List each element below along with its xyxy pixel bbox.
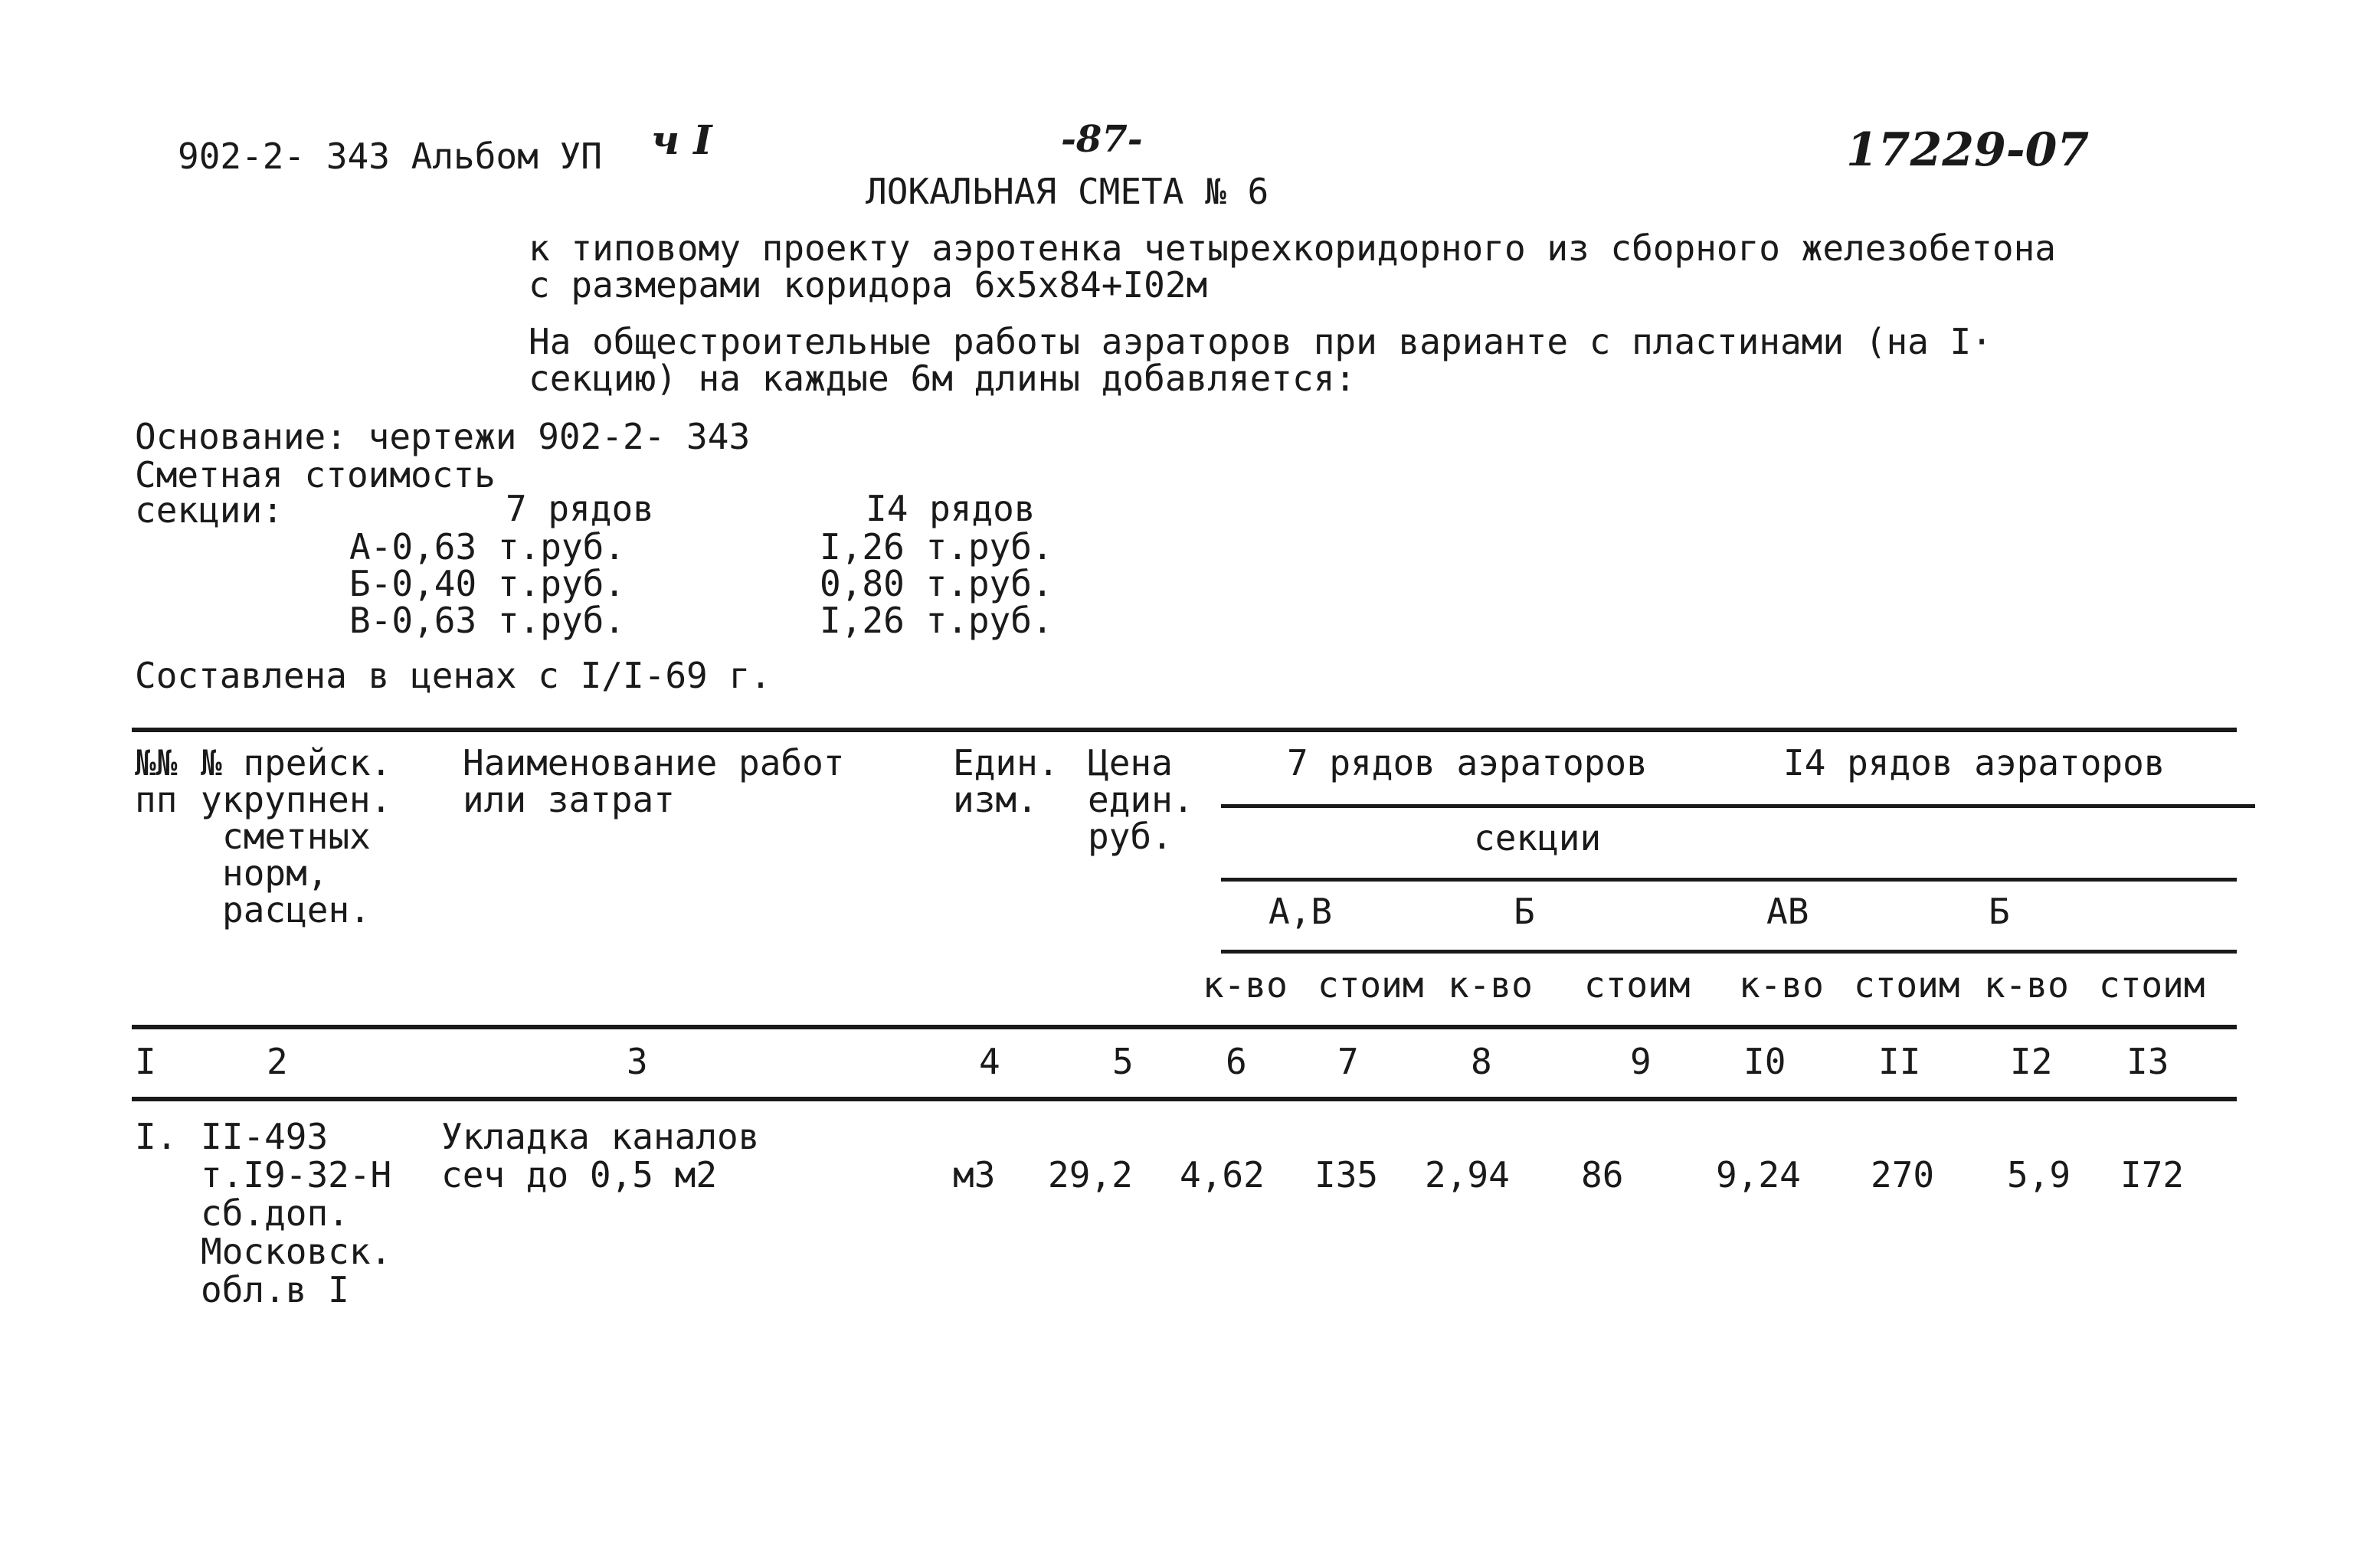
cost-section-v: В-0,63 т.руб. [349, 600, 626, 641]
row-price: 29,2 [1048, 1154, 1133, 1196]
h-unit-2: изм. [953, 779, 1038, 820]
document-title: ЛОКАЛЬНАЯ СМЕТА № 6 [866, 171, 1269, 212]
row-cost-3: 270 [1871, 1154, 1935, 1196]
row-name-1: Укладка каналов [441, 1116, 760, 1157]
row-num: I. [135, 1116, 178, 1157]
basis-line: Основание: чертежи 902-2- 343 [135, 416, 751, 457]
row-cost-1: I35 [1314, 1154, 1379, 1196]
col-number-2: 2 [267, 1041, 288, 1082]
h-col-qty-3: к-во [1739, 964, 1824, 1006]
h-price-3: руб. [1088, 816, 1173, 857]
row-qty-4: 5,9 [2007, 1154, 2071, 1196]
h-col-qty-1: к-во [1203, 964, 1288, 1006]
row-ref-1: II-493 [201, 1116, 329, 1157]
row-unit: м3 [953, 1154, 996, 1196]
group-rule [1221, 804, 2255, 808]
h-num-1: №№ [135, 742, 178, 784]
col-number-3: 3 [627, 1041, 648, 1082]
col-numbers-rule [132, 1097, 2237, 1101]
h-sub-b-14: Б [1989, 891, 2010, 932]
note-line-2: секцию) на каждые 6м длины добавляется: [529, 358, 1357, 399]
h-sub-b-7: Б [1514, 891, 1535, 932]
cost-section-a-14: I,26 т.руб. [820, 526, 1053, 568]
row-ref-4: Московск. [201, 1231, 392, 1272]
cost-label-1: Сметная стоимость [135, 454, 496, 496]
h-ref-1: № прейск. [201, 742, 392, 784]
col-number-12: I2 [2010, 1041, 2053, 1082]
row-qty-1: 4,62 [1180, 1154, 1265, 1196]
col-number-7: 7 [1337, 1041, 1359, 1082]
col-number-13: I3 [2126, 1041, 2169, 1082]
col-number-10: I0 [1743, 1041, 1786, 1082]
col-number-9: 9 [1630, 1041, 1652, 1082]
h-name-2: или затрат [463, 779, 675, 820]
h-group-7: 7 рядов аэраторов [1287, 742, 1648, 784]
h-price-2: един. [1088, 779, 1194, 820]
subsections-rule [1221, 950, 2237, 954]
h-price-1: Цена [1088, 742, 1173, 784]
cost-label-2: секции: [135, 489, 283, 531]
col-number-8: 8 [1471, 1041, 1492, 1082]
h-col-cost-2: стоим [1584, 964, 1691, 1006]
subtitle-line-1: к типовому проекту аэротенка четырехкоридорного из сборного железобетона [529, 227, 2056, 269]
page-number: -87- [1061, 118, 1143, 161]
h-ref-2: укрупнен. [201, 779, 392, 820]
col-number-4: 4 [979, 1041, 1000, 1082]
row-cost-4: I72 [2120, 1154, 2185, 1196]
h-col-qty-4: к-во [1984, 964, 2069, 1006]
row-name-2: сеч до 0,5 м2 [441, 1154, 718, 1196]
row-ref-2: т.I9-32-Н [201, 1154, 392, 1196]
h-col-cost-4: стоим [2099, 964, 2205, 1006]
cost-section-v-14: I,26 т.руб. [820, 600, 1053, 641]
table-top-rule [132, 728, 2237, 732]
cost-section-a: А-0,63 т.руб. [349, 526, 626, 568]
h-num-2: пп [135, 779, 178, 820]
note-line-1: На общестроительные работы аэраторов при варианте с пластинами (на I· [529, 321, 1992, 362]
row-qty-3: 9,24 [1716, 1154, 1801, 1196]
col-number-11: II [1878, 1041, 1921, 1082]
h-group-14: I4 рядов аэраторов [1783, 742, 2166, 784]
header-bottom-rule [132, 1025, 2237, 1029]
row-ref-3: сб.доп. [201, 1192, 349, 1234]
col-number-5: 5 [1112, 1041, 1134, 1082]
h-col-cost-3: стоим [1854, 964, 1960, 1006]
h-name-1: Наименование работ [463, 742, 845, 784]
h-sub-av-14: АВ [1766, 891, 1809, 932]
row-qty-2: 2,94 [1425, 1154, 1510, 1196]
doc-code: 902-2- 343 Альбом УП [178, 136, 602, 177]
sections-rule [1221, 878, 2237, 882]
h-ref-5: расцен. [222, 889, 371, 931]
h-col-cost-1: стоим [1318, 964, 1424, 1006]
volume-mark: ч I [651, 117, 712, 164]
cost-section-b-14: 0,80 т.руб. [820, 563, 1053, 604]
cost-section-b: Б-0,40 т.руб. [349, 563, 626, 604]
h-sub-av-7: А,В [1269, 891, 1333, 932]
cost-col-7-rows: 7 рядов [506, 488, 654, 529]
row-ref-5: обл.в I [201, 1269, 349, 1310]
subtitle-line-2: с размерами коридора 6х5х84+I02м [529, 264, 1208, 306]
col-number-6: 6 [1226, 1041, 1247, 1082]
h-ref-4: норм, [222, 852, 329, 894]
sheet-id: 17229-07 [1846, 123, 2090, 177]
h-col-qty-2: к-во [1448, 964, 1533, 1006]
cost-col-14-rows: I4 рядов [866, 488, 1036, 529]
h-sections: секции [1474, 817, 1602, 859]
h-unit-1: Един. [953, 742, 1059, 784]
col-number-1: I [135, 1041, 156, 1082]
h-ref-3: сметных [222, 816, 371, 857]
row-cost-2: 86 [1581, 1154, 1624, 1196]
prices-note: Составлена в ценах с I/I-69 г. [135, 655, 771, 696]
